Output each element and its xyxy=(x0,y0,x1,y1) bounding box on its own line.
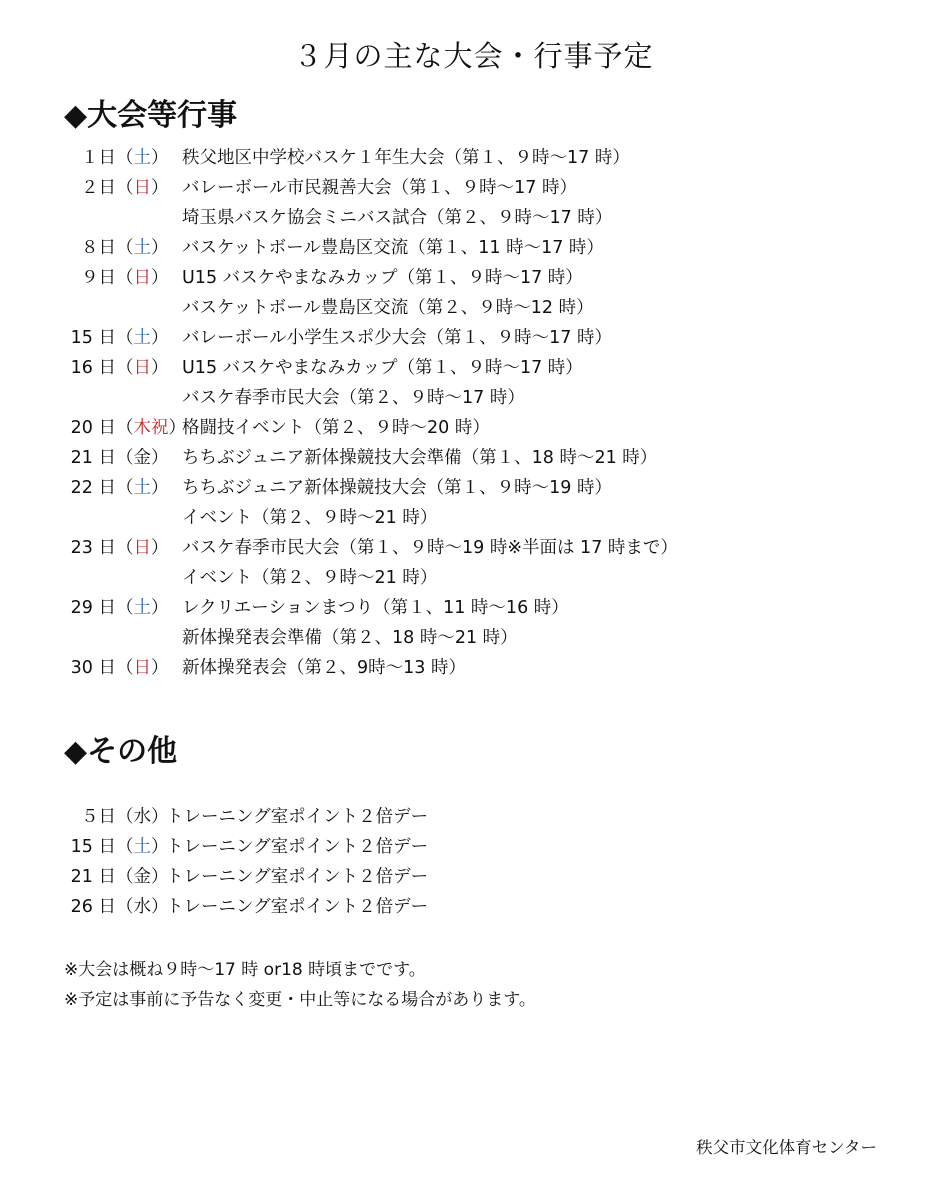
event-row xyxy=(62,323,882,353)
description: ちちぶジュニア新体操競技大会（第１、９時～19 時） xyxy=(182,478,612,498)
events-heading: ◆大会等行事 xyxy=(64,98,238,133)
event-row xyxy=(62,383,882,413)
weekday: 金 xyxy=(133,867,151,887)
weekday: 木祝 xyxy=(133,418,169,438)
event-row xyxy=(62,533,882,563)
other-row xyxy=(62,832,882,862)
date-cell: 16 日（日） xyxy=(62,353,180,383)
event-row xyxy=(62,143,882,173)
date: ５日 xyxy=(81,807,116,827)
description: バレーボール小学生スポ少大会（第１、９時～17 時） xyxy=(182,328,612,348)
weekday: 日 xyxy=(133,268,151,288)
note-item: ※大会は概ね９時～17 時 or18 時頃までです。 xyxy=(64,960,426,980)
date-cell: 20 日（木祝） xyxy=(62,413,180,443)
date: 26 日 xyxy=(70,897,116,917)
date-cell: ８日（土） xyxy=(62,233,180,263)
weekday: 日 xyxy=(133,658,151,678)
weekday: 日 xyxy=(133,358,151,378)
other-row xyxy=(62,862,882,892)
other-row xyxy=(62,802,882,832)
note-item: ※予定は事前に予告なく変更・中止等になる場合があります。 xyxy=(64,990,536,1010)
date: 16 日 xyxy=(70,358,116,378)
description: バスケ春季市民大会（第２、９時～17 時） xyxy=(182,388,525,408)
date-cell: 15 日（土） xyxy=(62,323,180,353)
description: バレーボール市民親善大会（第１、９時～17 時） xyxy=(182,178,577,198)
date: 21 日 xyxy=(70,448,116,468)
date: 15 日 xyxy=(70,328,116,348)
weekday: 水 xyxy=(133,807,151,827)
organization-name: 秩父市文化体育センター xyxy=(696,1138,877,1157)
date: ８日 xyxy=(81,238,116,258)
description: バスケ春季市民大会（第１、９時～19 時※半面は 17 時まで） xyxy=(182,538,678,558)
date-cell: 22 日（土） xyxy=(62,473,180,503)
description: トレーニング室ポイント２倍デー xyxy=(166,897,429,917)
other-row xyxy=(62,892,882,922)
event-row xyxy=(62,503,882,533)
event-row xyxy=(62,443,882,473)
date: 29 日 xyxy=(70,598,116,618)
description: U15 バスケやまなみカップ（第１、９時～17 時） xyxy=(182,358,583,378)
date-cell: 21 日（金） xyxy=(62,443,180,473)
date-cell: 21 日（金） xyxy=(62,862,166,892)
event-row xyxy=(62,623,882,653)
other-heading: ◆その他 xyxy=(64,734,178,769)
date-cell: ５日（水） xyxy=(62,802,166,832)
event-row xyxy=(62,353,882,383)
date: 30 日 xyxy=(70,658,116,678)
weekday: 水 xyxy=(133,897,151,917)
date-cell: 15 日（土） xyxy=(62,832,166,862)
date-cell: ９日（日） xyxy=(62,263,180,293)
weekday: 土 xyxy=(133,837,151,857)
date-cell xyxy=(62,293,180,323)
date: １日 xyxy=(81,148,116,168)
description: 格闘技イベント（第２、９時～20 時） xyxy=(182,418,490,438)
date-cell: １日（土） xyxy=(62,143,180,173)
date-cell xyxy=(62,623,180,653)
event-row xyxy=(62,263,882,293)
event-row xyxy=(62,563,882,593)
event-row xyxy=(62,473,882,503)
date-cell: ２日（日） xyxy=(62,173,180,203)
description: イベント（第２、９時～21 時） xyxy=(182,508,438,528)
event-row xyxy=(62,173,882,203)
events-list xyxy=(62,143,882,683)
date: ２日 xyxy=(81,178,116,198)
weekday: 日 xyxy=(133,538,151,558)
date-cell xyxy=(62,383,180,413)
weekday: 金 xyxy=(133,448,151,468)
event-row xyxy=(62,593,882,623)
notes xyxy=(64,955,536,1015)
date-cell xyxy=(62,203,180,233)
date-cell: 26 日（水） xyxy=(62,892,166,922)
description: U15 バスケやまなみカップ（第１、９時～17 時） xyxy=(182,268,583,288)
date-cell: 30 日（日） xyxy=(62,653,180,683)
description: バスケットボール豊島区交流（第１、11 時～17 時） xyxy=(182,238,604,258)
date-cell xyxy=(62,503,180,533)
description: トレーニング室ポイント２倍デー xyxy=(166,867,429,887)
date: 21 日 xyxy=(70,867,116,887)
event-row xyxy=(62,653,882,683)
description: ちちぶジュニア新体操競技大会準備（第１、18 時～21 時） xyxy=(182,448,658,468)
description: 埼玉県バスケ協会ミニバス試合（第２、９時～17 時） xyxy=(182,208,613,228)
event-row xyxy=(62,233,882,263)
event-row xyxy=(62,293,882,323)
weekday: 土 xyxy=(133,238,151,258)
description: バスケットボール豊島区交流（第２、９時～12 時） xyxy=(182,298,594,318)
date: 22 日 xyxy=(70,478,116,498)
date-cell xyxy=(62,563,180,593)
description: トレーニング室ポイント２倍デー xyxy=(166,837,429,857)
date-cell: 23 日（日） xyxy=(62,533,180,563)
weekday: 土 xyxy=(133,328,151,348)
weekday: 土 xyxy=(133,598,151,618)
weekday: 土 xyxy=(133,478,151,498)
event-row xyxy=(62,413,882,443)
date-cell: 29 日（土） xyxy=(62,593,180,623)
description: イベント（第２、９時～21 時） xyxy=(182,568,438,588)
date: 15 日 xyxy=(70,837,116,857)
weekday: 日 xyxy=(133,178,151,198)
page-title: ３月の主な大会・行事予定 xyxy=(293,39,654,73)
date: 23 日 xyxy=(70,538,116,558)
weekday: 土 xyxy=(133,148,151,168)
description: 秩父地区中学校バスケ１年生大会（第１、９時～17 時） xyxy=(182,148,630,168)
other-list xyxy=(62,802,882,922)
description: レクリエーションまつり（第１、11 時～16 時） xyxy=(182,598,569,618)
description: トレーニング室ポイント２倍デー xyxy=(166,807,429,827)
description: 新体操発表会準備（第２、18 時～21 時） xyxy=(182,628,518,648)
date: ９日 xyxy=(81,268,116,288)
description: 新体操発表会（第２、9時～13 時） xyxy=(182,658,466,678)
date: 20 日 xyxy=(70,418,116,438)
event-row xyxy=(62,203,882,233)
